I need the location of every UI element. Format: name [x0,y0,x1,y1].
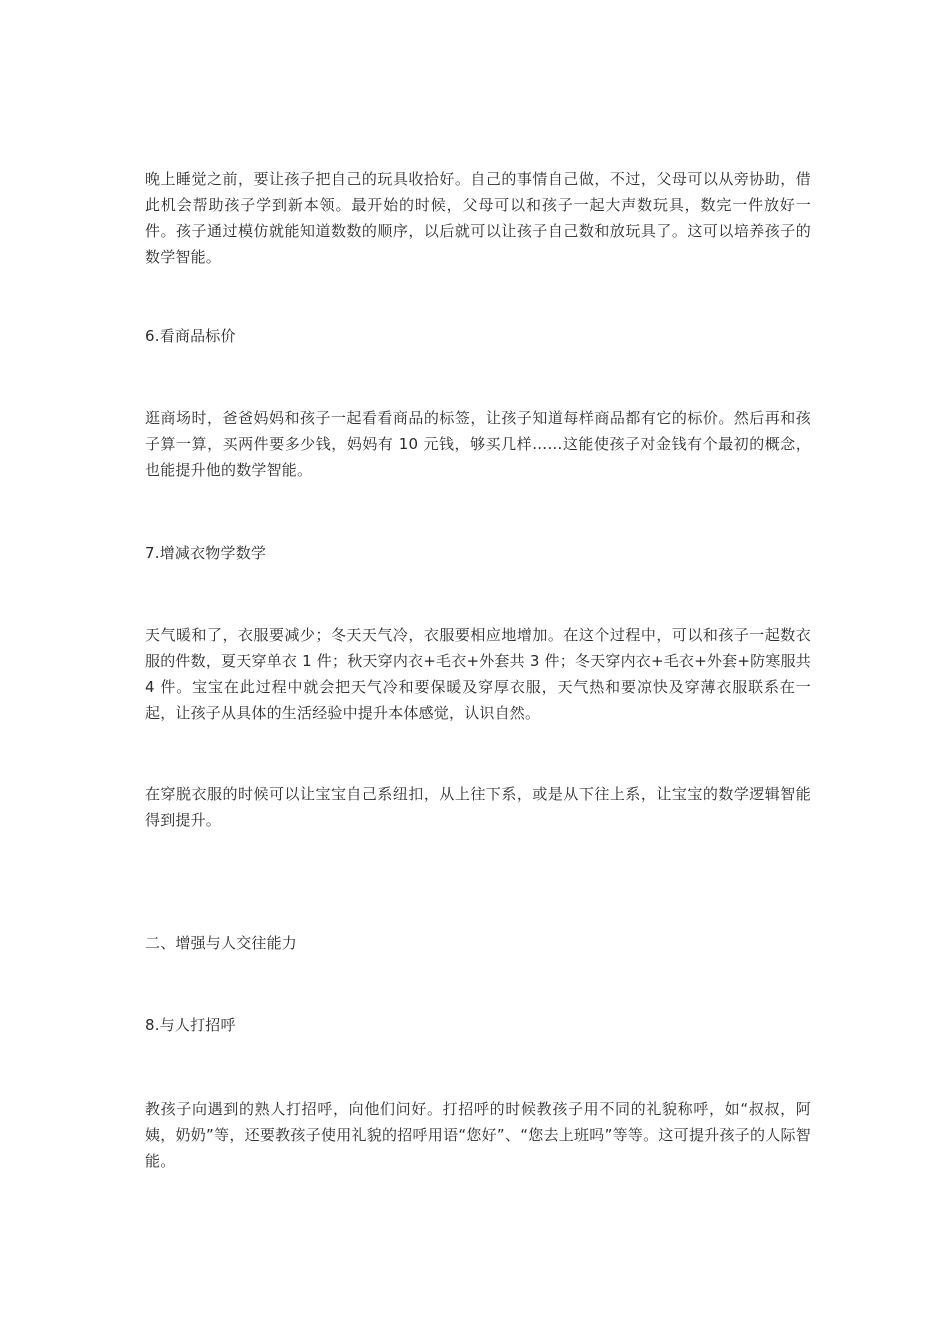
heading-clothing-math: 7.增减衣物学数学 [145,544,267,562]
paragraph-clothing-count: 天气暖和了，衣服要减少；冬天天气冷，衣服要相应地增加。在这个过程中，可以和孩子一起数衣服的件数，夏天穿单衣 1 件；秋天穿内衣+毛衣+外套共 3 件；冬天穿内衣+毛衣+外套+防寒服共 4 件。宝宝在此过程中就会把天气冷和要保暖及穿厚衣服，天气热和要凉快及穿薄衣服联系在一起，让孩子从具体的生活经验中提升本体感觉，认识自然。 [145,626,811,722]
heading-price-tags: 6.看商品标价 [145,327,236,345]
paragraph-tidy-toys: 晚上睡觉之前，要让孩子把自己的玩具收拾好。自己的事情自己做，不过，父母可以从旁协助，借此机会帮助孩子学到新本领。最开始的时候，父母可以和孩子一起大声数玩具，数完一件放好一件。孩子通过模仿就能知道数数的顺序，以后就可以让孩子自己数和放玩具了。这可以培养孩子的数学智能。 [145,170,811,266]
heading-greetings: 8.与人打招呼 [145,1016,236,1034]
section-heading-social-skills: 二、增强与人交往能力 [145,934,298,952]
paragraph-shopping: 逛商场时，爸爸妈妈和孩子一起看看商品的标签，让孩子知道每样商品都有它的标价。然后再和孩子算一算，买两件要多少钱，妈妈有 10 元钱，够买几样……这能使孩子对金钱有个最初的概念，也能提升他的数学智能。 [145,409,811,479]
paragraph-greetings: 教孩子向遇到的熟人打招呼，向他们问好。打招呼的时候教孩子用不同的礼貌称呼，如“叔叔，阿姨，奶奶”等，还要教孩子使用礼貌的招呼用语“您好”、“您去上班吗”等等。这可提升孩子的人际智能。 [145,1100,811,1170]
paragraph-buttons: 在穿脱衣服的时候可以让宝宝自己系纽扣，从上往下系，或是从下往上系，让宝宝的数学逻辑智能得到提升。 [145,785,811,829]
